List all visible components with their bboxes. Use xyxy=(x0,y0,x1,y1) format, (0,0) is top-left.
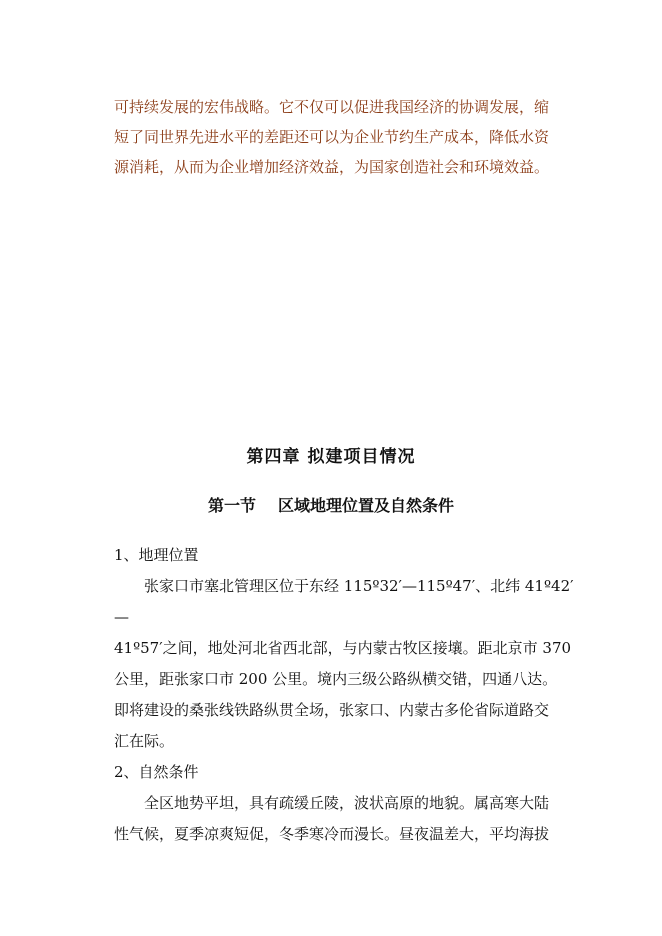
intro-line-2: 短了同世界先进水平的差距还可以为企业节约生产成本，降低水资 xyxy=(114,128,550,146)
geo-line-1: 张家口市塞北管理区位于东经 115º32′—115º47′、北纬 41º42′— xyxy=(114,577,574,626)
section-number: 第一节 xyxy=(207,496,256,515)
section-name: 区域地理位置及自然条件 xyxy=(278,496,455,515)
intro-line-3: 源消耗，从而为企业增加经济效益，为国家创造社会和环境效益。 xyxy=(114,158,550,176)
geo-line-4: 即将建设的桑张线铁路纵贯全场，张家口、内蒙古多伦省际道路交 xyxy=(114,701,550,719)
intro-line-1: 可持续发展的宏伟战略。它不仅可以促进我国经济的协调发展，缩 xyxy=(114,98,550,116)
intro-paragraph xyxy=(114,92,584,182)
section-body xyxy=(114,540,584,850)
chapter-title: 第四章 拟建项目情况 xyxy=(246,447,416,467)
geo-line-5: 汇在际。 xyxy=(114,732,175,750)
geo-heading: 1、地理位置 xyxy=(114,546,199,564)
nature-line-1: 全区地势平坦，具有疏缓丘陵，波状高原的地貌。属高寒大陆 xyxy=(144,794,550,812)
geo-line-3: 公里，距张家口市 200 公里。境内三级公路纵横交错，四通八达。 xyxy=(114,670,558,688)
geo-line-2: 41º57′之间，地处河北省西北部，与内蒙古牧区接壤。距北京市 370 xyxy=(114,639,572,657)
nature-line-2: 性气候，夏季凉爽短促，冬季寒冷而漫长。昼夜温差大，平均海拔 xyxy=(114,825,550,843)
section-title xyxy=(0,493,662,516)
nature-heading: 2、自然条件 xyxy=(114,763,199,781)
